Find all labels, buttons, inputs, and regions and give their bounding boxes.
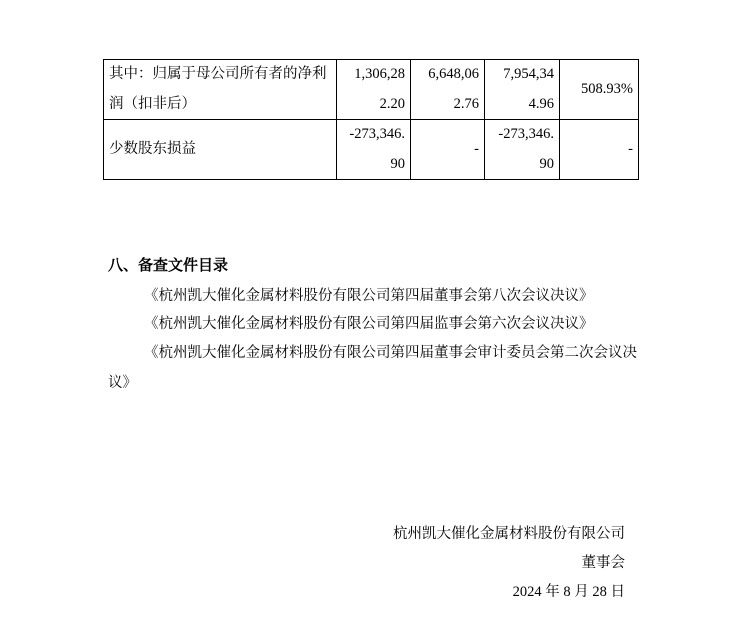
cell-line: 90	[539, 155, 554, 172]
file-item: 《杭州凯大催化金属材料股份有限公司第四届董事会审计委员会第二次会议决议》	[108, 345, 637, 391]
cell-line: 1,306,28	[354, 66, 405, 82]
section-heading: 八、备查文件目录	[108, 256, 229, 274]
cell-line: -273,346.	[349, 126, 405, 142]
cell-value	[411, 60, 485, 120]
table-row	[104, 60, 639, 120]
signature-board: 董事会	[581, 555, 625, 571]
cell-value	[485, 60, 560, 120]
cell-value: -	[411, 120, 485, 180]
financial-table	[103, 59, 639, 180]
cell-line: 6,648,06	[428, 66, 479, 82]
cell-value	[337, 60, 411, 120]
cell-value: -	[560, 120, 639, 180]
cell-line: 2.76	[453, 95, 479, 112]
signature-date: 2024 年 8 月 28 日	[512, 584, 625, 600]
signature-company: 杭州凯大催化金属材料股份有限公司	[393, 526, 625, 542]
table-row	[104, 120, 639, 180]
file-item: 《杭州凯大催化金属材料股份有限公司第四届董事会第八次会议决议》	[144, 288, 594, 304]
cell-line: 2.20	[379, 95, 405, 112]
row-label: 其中：归属于母公司所有者的净利润（扣非后）	[104, 60, 337, 120]
cell-value	[485, 120, 560, 180]
cell-line: 7,954,34	[503, 66, 554, 82]
cell-line: -273,346.	[498, 126, 554, 142]
row-label: 少数股东损益	[104, 120, 337, 180]
cell-line: 90	[390, 155, 405, 172]
cell-value	[337, 120, 411, 180]
file-item: 《杭州凯大催化金属材料股份有限公司第四届监事会第六次会议决议》	[144, 316, 594, 332]
cell-value: 508.93%	[560, 60, 639, 120]
cell-line: 4.96	[528, 95, 554, 112]
